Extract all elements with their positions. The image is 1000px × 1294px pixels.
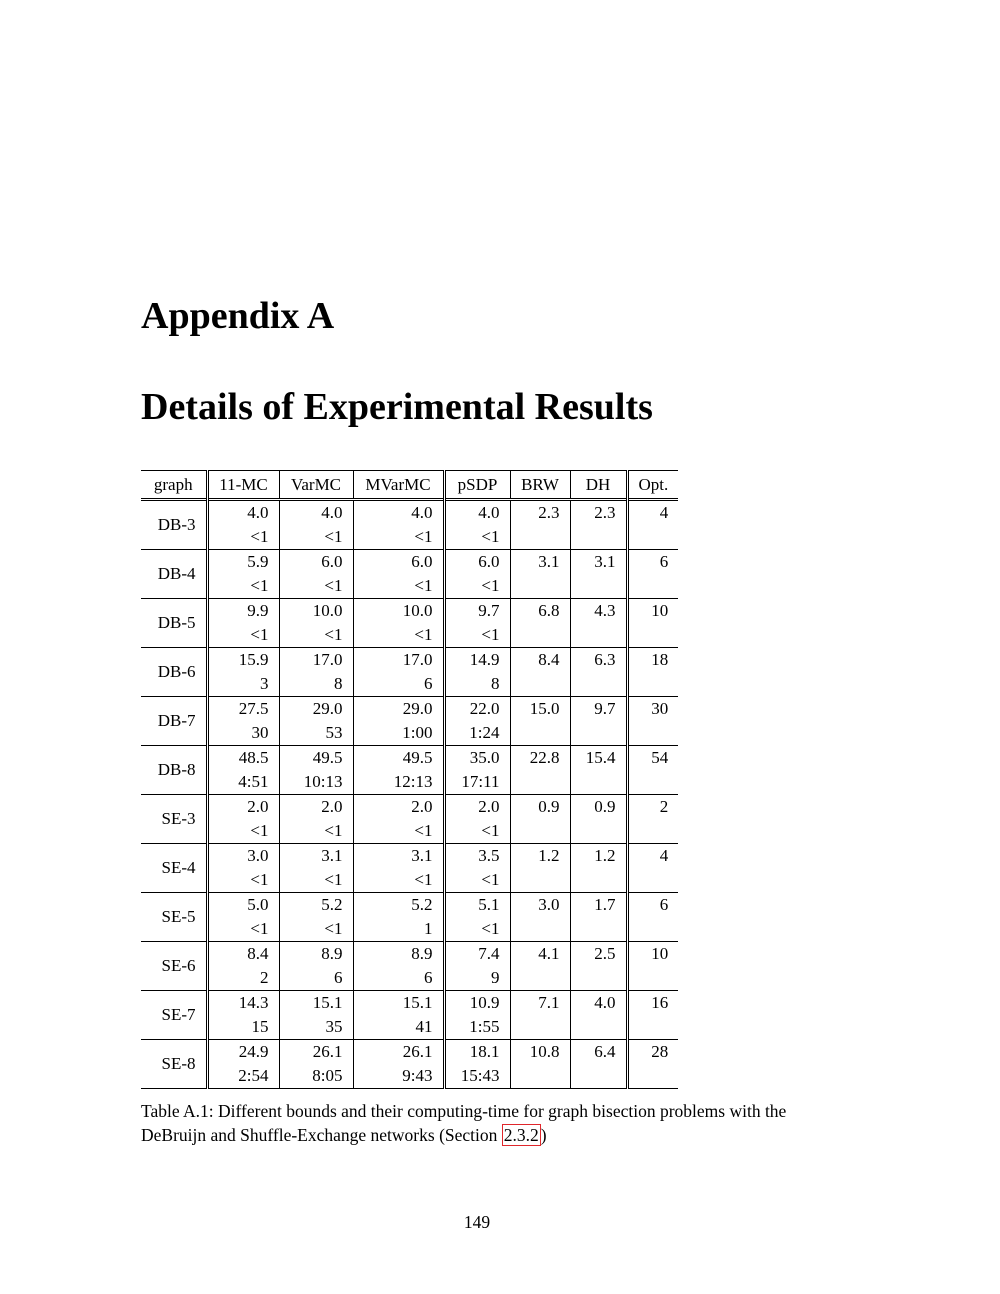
cell-mvarmc-time: 1 <box>353 917 444 942</box>
cell-mvarmc-time: 12:13 <box>353 770 444 795</box>
table-row-group <box>141 893 678 942</box>
caption-text: Table A.1: Different bounds and their computing-time for graph bisection problems with the DeBruijn and Shuffle-Exchange networks (Section <box>141 1101 787 1145</box>
cell-brw: 3.1 <box>510 550 570 599</box>
cell-graph: SE-8 <box>141 1040 207 1089</box>
cell-psdp-bound: 2.0 <box>444 795 510 820</box>
cell-psdp-time: 1:55 <box>444 1015 510 1040</box>
cell-psdp-bound: 22.0 <box>444 697 510 722</box>
table-row-group <box>141 1040 678 1089</box>
cell-opt: 28 <box>651 1042 669 1061</box>
cell-mvarmc-bound: 49.5 <box>353 746 444 771</box>
cell-opt: 4 <box>659 503 669 522</box>
cell-opt: 6 <box>659 895 669 914</box>
cell-varmc-time: <1 <box>279 525 353 550</box>
cell-graph: SE-4 <box>141 844 207 893</box>
caption-suffix: ) <box>540 1125 547 1145</box>
header-opt: Opt. <box>638 474 669 494</box>
cell-mvarmc-bound: 10.0 <box>353 599 444 624</box>
table-row <box>141 550 678 575</box>
table-row <box>141 697 678 722</box>
cell-11mc-time: <1 <box>207 917 279 942</box>
cell-varmc-bound: 5.2 <box>279 893 353 918</box>
cell-dh: 1.2 <box>570 844 627 893</box>
cell-dh: 4.0 <box>570 991 627 1040</box>
cell-psdp-time: <1 <box>444 868 510 893</box>
cell-11mc-time: 15 <box>207 1015 279 1040</box>
cell-varmc-time: 35 <box>279 1015 353 1040</box>
cell-brw: 10.8 <box>510 1040 570 1089</box>
cell-11mc-time: <1 <box>207 525 279 550</box>
cell-psdp-bound: 18.1 <box>444 1040 510 1065</box>
header-varmc: VarMC <box>279 471 353 500</box>
cell-dh: 6.4 <box>570 1040 627 1089</box>
cell-varmc-bound: 26.1 <box>279 1040 353 1065</box>
cell-psdp-bound: 9.7 <box>444 599 510 624</box>
cell-11mc-bound: 9.9 <box>207 599 279 624</box>
cell-11mc-bound: 5.9 <box>207 550 279 575</box>
cell-brw: 4.1 <box>510 942 570 991</box>
cell-11mc-bound: 4.0 <box>207 500 279 526</box>
cell-opt: 54 <box>651 748 669 767</box>
cell-mvarmc-bound: 29.0 <box>353 697 444 722</box>
cell-graph: SE-6 <box>141 942 207 991</box>
cell-psdp-bound: 4.0 <box>444 500 510 526</box>
cell-psdp-time: <1 <box>444 574 510 599</box>
table-row-group <box>141 599 678 648</box>
table-row <box>141 500 678 526</box>
cell-opt: 16 <box>651 993 669 1012</box>
table-row-group <box>141 697 678 746</box>
table-row <box>141 1040 678 1065</box>
cell-brw: 8.4 <box>510 648 570 697</box>
table-row-group <box>141 500 678 550</box>
header-dh: DH <box>570 471 627 500</box>
cell-varmc-time: <1 <box>279 574 353 599</box>
cell-opt: 6 <box>659 552 669 571</box>
table-row-group <box>141 648 678 697</box>
cell-dh: 2.5 <box>570 942 627 991</box>
cell-psdp-time: 8 <box>444 672 510 697</box>
cell-psdp-time: 17:11 <box>444 770 510 795</box>
cell-11mc-bound: 15.9 <box>207 648 279 673</box>
page-number: 149 <box>463 1212 491 1232</box>
cell-varmc-time: 8:05 <box>279 1064 353 1089</box>
cell-11mc-time: <1 <box>207 574 279 599</box>
cell-varmc-bound: 49.5 <box>279 746 353 771</box>
cell-varmc-time: 6 <box>279 966 353 991</box>
cell-varmc-time: <1 <box>279 917 353 942</box>
table-row-group <box>141 550 678 599</box>
cell-varmc-bound: 10.0 <box>279 599 353 624</box>
cell-graph: DB-3 <box>141 500 207 550</box>
cell-graph: DB-4 <box>141 550 207 599</box>
cell-varmc-bound: 17.0 <box>279 648 353 673</box>
chapter-title: Details of Experimental Results <box>141 386 653 428</box>
header-mvarmc: MVarMC <box>353 471 444 500</box>
cell-varmc-bound: 4.0 <box>279 500 353 526</box>
cell-psdp-time: <1 <box>444 525 510 550</box>
cell-psdp-time: 9 <box>444 966 510 991</box>
header-psdp: pSDP <box>444 471 510 500</box>
cell-varmc-time: 8 <box>279 672 353 697</box>
cell-varmc-time: <1 <box>279 819 353 844</box>
cell-11mc-bound: 27.5 <box>207 697 279 722</box>
header-graph: graph <box>141 471 207 500</box>
cell-brw: 0.9 <box>510 795 570 844</box>
table-row <box>141 795 678 820</box>
cell-graph: DB-7 <box>141 697 207 746</box>
table-row-group <box>141 844 678 893</box>
table-row-group <box>141 746 678 795</box>
cell-opt: 2 <box>659 797 669 816</box>
cell-varmc-bound: 15.1 <box>279 991 353 1016</box>
table-row <box>141 844 678 869</box>
cell-dh: 3.1 <box>570 550 627 599</box>
cell-psdp-time: <1 <box>444 819 510 844</box>
cell-varmc-bound: 3.1 <box>279 844 353 869</box>
cell-psdp-time: 1:24 <box>444 721 510 746</box>
cell-varmc-bound: 29.0 <box>279 697 353 722</box>
cell-varmc-bound: 6.0 <box>279 550 353 575</box>
cell-11mc-time: <1 <box>207 819 279 844</box>
cell-graph: DB-6 <box>141 648 207 697</box>
cell-opt: 10 <box>651 944 669 963</box>
cell-11mc-bound: 3.0 <box>207 844 279 869</box>
cell-varmc-time: <1 <box>279 868 353 893</box>
cell-mvarmc-time: 6 <box>353 672 444 697</box>
cell-dh: 4.3 <box>570 599 627 648</box>
cell-mvarmc-bound: 5.2 <box>353 893 444 918</box>
cell-varmc-time: 10:13 <box>279 770 353 795</box>
cell-11mc-time: 4:51 <box>207 770 279 795</box>
cell-mvarmc-bound: 17.0 <box>353 648 444 673</box>
cell-graph: SE-5 <box>141 893 207 942</box>
cell-dh: 0.9 <box>570 795 627 844</box>
cell-11mc-bound: 14.3 <box>207 991 279 1016</box>
table-row <box>141 942 678 967</box>
cell-varmc-bound: 2.0 <box>279 795 353 820</box>
cell-mvarmc-bound: 2.0 <box>353 795 444 820</box>
cell-opt: 10 <box>651 601 669 620</box>
table-row-group <box>141 942 678 991</box>
cell-11mc-bound: 2.0 <box>207 795 279 820</box>
cell-mvarmc-bound: 26.1 <box>353 1040 444 1065</box>
cell-11mc-time: <1 <box>207 868 279 893</box>
cell-opt: 30 <box>651 699 669 718</box>
table-header <box>141 471 678 500</box>
cell-mvarmc-time: 1:00 <box>353 721 444 746</box>
cell-brw: 6.8 <box>510 599 570 648</box>
cell-mvarmc-time: <1 <box>353 525 444 550</box>
cell-psdp-bound: 10.9 <box>444 991 510 1016</box>
cell-graph: SE-7 <box>141 991 207 1040</box>
cell-mvarmc-bound: 6.0 <box>353 550 444 575</box>
cell-graph: DB-5 <box>141 599 207 648</box>
cell-11mc-time: 2:54 <box>207 1064 279 1089</box>
cell-dh: 6.3 <box>570 648 627 697</box>
cell-11mc-bound: 24.9 <box>207 1040 279 1065</box>
cell-brw: 1.2 <box>510 844 570 893</box>
cell-dh: 9.7 <box>570 697 627 746</box>
table-row <box>141 599 678 624</box>
cell-psdp-time: <1 <box>444 623 510 648</box>
cell-mvarmc-bound: 3.1 <box>353 844 444 869</box>
cell-mvarmc-time: 41 <box>353 1015 444 1040</box>
cell-11mc-bound: 8.4 <box>207 942 279 967</box>
cell-11mc-bound: 48.5 <box>207 746 279 771</box>
cell-mvarmc-time: <1 <box>353 574 444 599</box>
cell-brw: 2.3 <box>510 500 570 550</box>
table-row <box>141 893 678 918</box>
table-row <box>141 746 678 771</box>
cell-opt: 4 <box>659 846 669 865</box>
cell-psdp-bound: 7.4 <box>444 942 510 967</box>
cell-mvarmc-time: 9:43 <box>353 1064 444 1089</box>
cell-psdp-bound: 14.9 <box>444 648 510 673</box>
cell-dh: 15.4 <box>570 746 627 795</box>
cell-psdp-time: <1 <box>444 917 510 942</box>
cell-graph: DB-8 <box>141 746 207 795</box>
cell-brw: 15.0 <box>510 697 570 746</box>
cell-11mc-time: 30 <box>207 721 279 746</box>
section-ref-link[interactable]: 2.3.2 <box>503 1125 539 1145</box>
cell-brw: 22.8 <box>510 746 570 795</box>
appendix-label: Appendix A <box>141 295 335 337</box>
cell-mvarmc-bound: 15.1 <box>353 991 444 1016</box>
cell-psdp-bound: 6.0 <box>444 550 510 575</box>
cell-psdp-bound: 5.1 <box>444 893 510 918</box>
cell-mvarmc-time: <1 <box>353 623 444 648</box>
cell-psdp-bound: 3.5 <box>444 844 510 869</box>
cell-brw: 7.1 <box>510 991 570 1040</box>
cell-psdp-bound: 35.0 <box>444 746 510 771</box>
cell-varmc-bound: 8.9 <box>279 942 353 967</box>
cell-dh: 2.3 <box>570 500 627 550</box>
header-11mc: 11-MC <box>207 471 279 500</box>
cell-mvarmc-time: 6 <box>353 966 444 991</box>
header-brw: BRW <box>510 471 570 500</box>
cell-11mc-time: 2 <box>207 966 279 991</box>
cell-opt: 18 <box>651 650 669 669</box>
cell-11mc-time: <1 <box>207 623 279 648</box>
results-table <box>141 470 678 1089</box>
cell-brw: 3.0 <box>510 893 570 942</box>
cell-varmc-time: <1 <box>279 623 353 648</box>
cell-11mc-time: 3 <box>207 672 279 697</box>
cell-varmc-time: 53 <box>279 721 353 746</box>
cell-mvarmc-time: <1 <box>353 819 444 844</box>
table-row <box>141 991 678 1016</box>
cell-mvarmc-bound: 4.0 <box>353 500 444 526</box>
table-caption <box>141 1099 841 1147</box>
cell-dh: 1.7 <box>570 893 627 942</box>
cell-psdp-time: 15:43 <box>444 1064 510 1089</box>
table-row-group <box>141 795 678 844</box>
table-row <box>141 648 678 673</box>
cell-mvarmc-bound: 8.9 <box>353 942 444 967</box>
cell-mvarmc-time: <1 <box>353 868 444 893</box>
cell-graph: SE-3 <box>141 795 207 844</box>
cell-11mc-bound: 5.0 <box>207 893 279 918</box>
table-row-group <box>141 991 678 1040</box>
